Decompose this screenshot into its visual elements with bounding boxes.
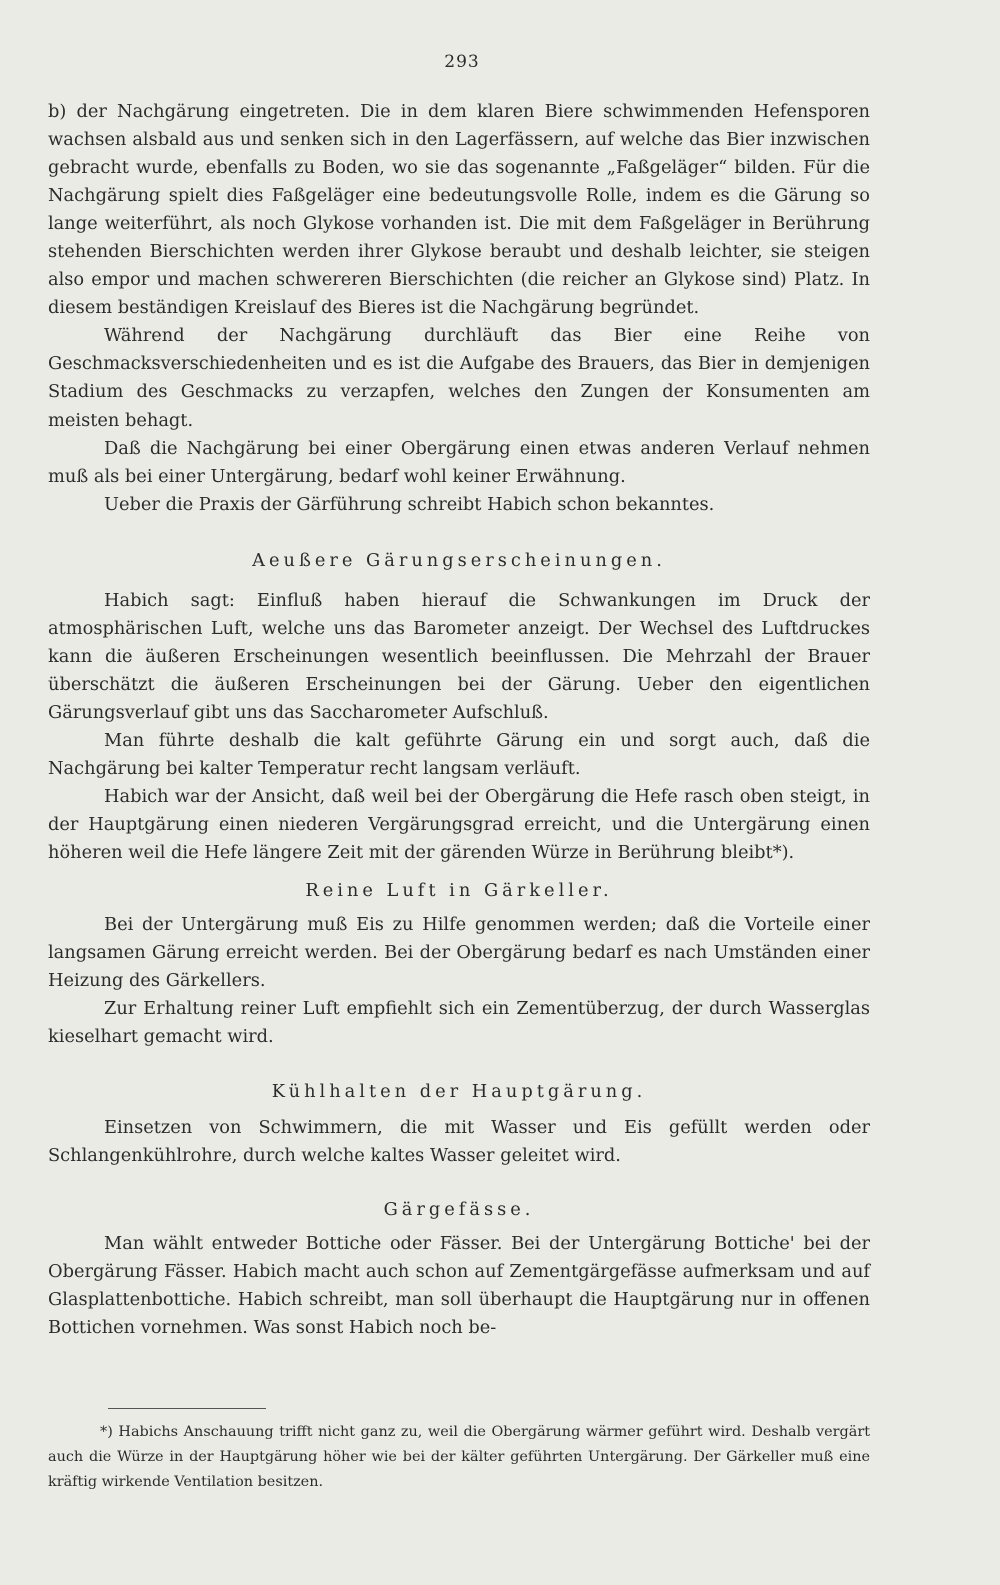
paragraph: Zur Erhaltung reiner Luft empfiehlt sich ein Zementüberzug, der durch Wasserglas kieselhart gemacht wird.: [48, 998, 870, 1048]
paragraph: Daß die Nachgärung bei einer Obergärung einen etwas anderen Verlauf nehmen muß als bei einer Untergärung, bedarf wohl keiner Erwähnung.: [48, 437, 870, 487]
paragraph: b) der Nachgärung eingetreten. Die in dem klaren Biere schwimmenden Hefensporen wachsen alsbald aus und senken sich in den Lagerfässern, auf welche das Bier inzwischen gebracht wurde, ebenfalls zu Boden, wo sie das sogenannte „Faßgeläger“ bilden. Für die Nachgärung spielt dies Faßgeläger eine bedeutungsvolle Rolle, indem es die Gärung so lange weiterführt, als noch Glykose vorhanden ist. Die mit dem Faßgeläger in Berührung stehenden Bierschichten werden ihrer Glykose beraubt und deshalb leichter, sie steigen also empor und machen schwereren Bierschichten (die reicher an Glykose sind) Platz. In diesem beständigen Kreislauf des Bieres ist die Nachgärung begründet.: [48, 101, 870, 319]
paragraph: Ueber die Praxis der Gärführung schreibt Habich schon bekanntes.: [104, 493, 715, 515]
paragraph: Einsetzen von Schwimmern, die mit Wasser und Eis gefüllt werden oder Schlangenkühlrohre, durch welche kaltes Wasser geleitet wird.: [48, 1116, 870, 1166]
paragraph: Habich sagt: Einfluß haben hierauf die Schwankungen im Druck der atmosphärischen Luft, welche uns das Barometer anzeigt. Der Wechsel des Luftdruckes kann die äußeren Erscheinungen wesentlich beeinflussen. Die Mehrzahl der Brauer überschätzt die äußeren Erscheinungen bei der Gärung. Ueber den eigentlichen Gärungsverlauf gibt uns das Saccharometer Aufschluß.: [48, 589, 870, 723]
page-number: 293: [444, 52, 480, 72]
footnote: *) Habichs Anschauung trifft nicht ganz zu, weil die Obergärung wärmer geführt wird. Deshalb vergärt auch die Würze in der Hauptgärung höher wie bei der kälter geführten Untergärung. Der Gärkeller muß eine kräftig wirkende Ventilation besitzen.: [48, 1424, 870, 1490]
paragraph: Man führte deshalb die kalt geführte Gärung ein und sorgt auch, daß die Nachgärung bei kalter Temperatur recht langsam verläuft.: [48, 729, 870, 780]
paragraph: Habich war der Ansicht, daß weil bei der Obergärung die Hefe rasch oben steigt, in der Hauptgärung einen niederen Vergärungsgrad erreicht, und die Untergärung einen höheren weil die Hefe längere Zeit mit der gärenden Würze in Berührung bleibt*).: [48, 786, 870, 864]
footnote-divider: [108, 1408, 266, 1409]
paragraph: Man wählt entweder Bottiche oder Fässer. Bei der Untergärung Bottiche' bei der Obergärung Fässer. Habich macht auch schon auf Zementgärgefässe aufmerksam und auf Glasplattenbottiche. Habich schreibt, man soll überhaupt die Hauptgärung nur in offenen Bottichen vornehmen. Was sonst Habich noch be-: [48, 1232, 870, 1338]
paragraph: Bei der Untergärung muß Eis zu Hilfe genommen werden; daß die Vorteile einer langsamen Gärung erreicht werden. Bei der Obergärung bedarf es nach Umständen einer Heizung des Gärkellers.: [48, 914, 870, 992]
main-text: [48, 98, 870, 1342]
section-heading: Kühlhalten der Hauptgärung.: [271, 1080, 647, 1102]
section-heading: Gärgefässe.: [383, 1198, 535, 1220]
paragraph: Während der Nachgärung durchläuft das Bier eine Reihe von Geschmacksverschiedenheiten und es ist die Aufgabe des Brauers, das Bier in demjenigen Stadium des Geschmacks zu verzapfen, welches den Zungen der Konsumenten am meisten behagt.: [48, 325, 870, 431]
section-heading: Aeußere Gärungserscheinungen.: [252, 549, 666, 571]
section-heading: Reine Luft in Gärkeller.: [305, 880, 613, 902]
